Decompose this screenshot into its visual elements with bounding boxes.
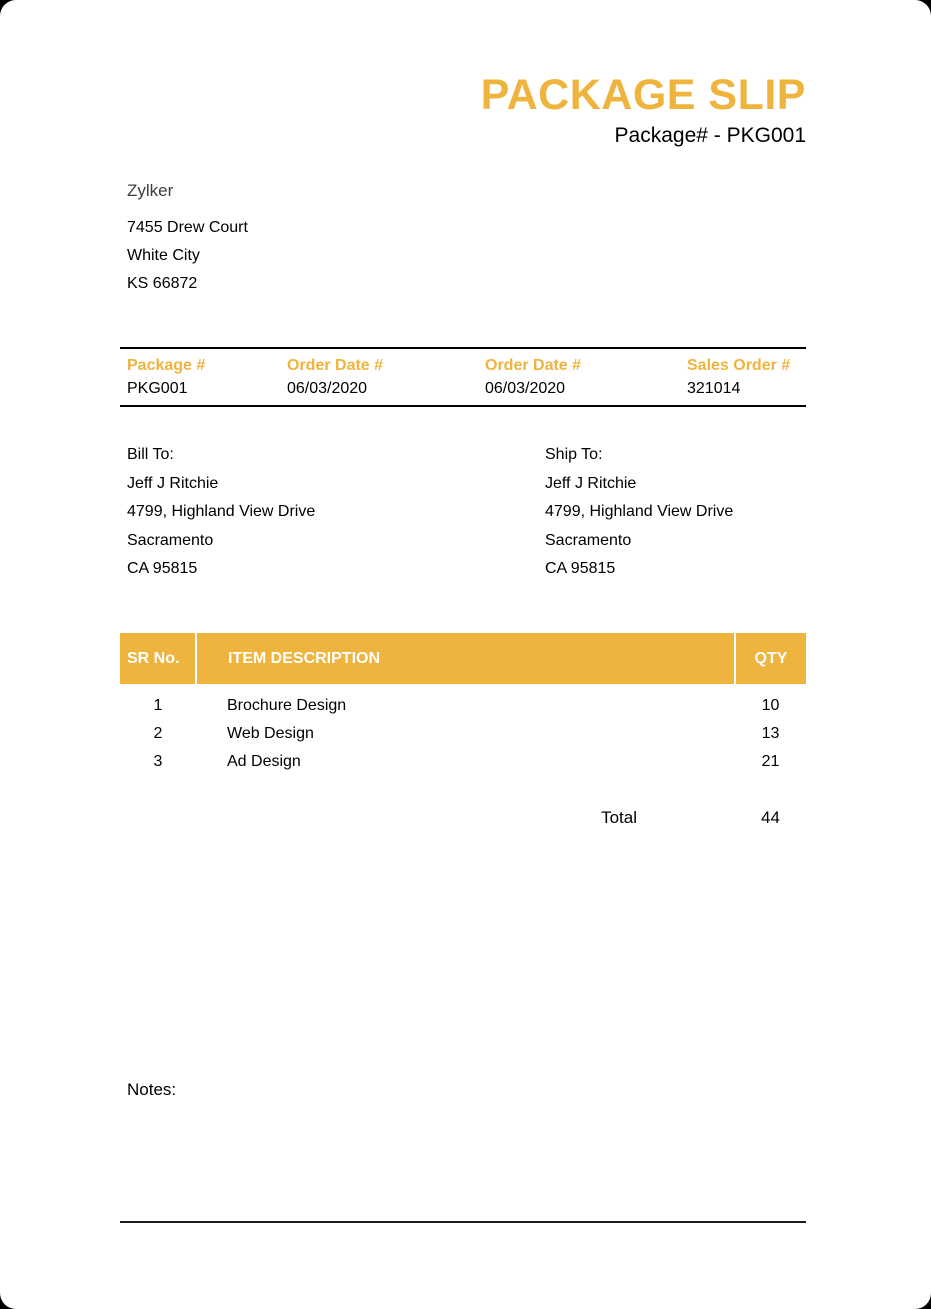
ship-to-line: Jeff J Ritchie [545, 474, 637, 492]
total-label: Total [601, 808, 637, 827]
meta-value-package: PKG001 [127, 380, 188, 397]
meta-value-sales-order: 321014 [687, 380, 741, 397]
item-sr-no: 2 [153, 725, 163, 742]
meta-value-order-date-1: 06/03/2020 [287, 380, 368, 397]
item-qty: 10 [761, 697, 780, 714]
ship-to-label: Ship To: [545, 446, 603, 463]
ship-to-line: Sacramento [545, 531, 632, 549]
table-spacer-row [120, 684, 806, 692]
notes-label: Notes: [127, 1080, 177, 1099]
meta-table [120, 347, 806, 407]
item-sr-no: 1 [153, 697, 163, 714]
table-row [120, 692, 806, 720]
total-qty-value: 44 [761, 808, 780, 827]
meta-value-row [120, 377, 806, 406]
ship-to-block [545, 441, 875, 584]
bill-to-line: CA 95815 [127, 560, 198, 577]
items-header-qty: QTY [735, 633, 806, 684]
items-header-row [120, 633, 806, 684]
company-address-line: White City [127, 247, 200, 264]
bill-to-label: Bill To: [127, 446, 174, 463]
package-number: Package# - PKG001 [614, 124, 806, 148]
meta-header-sales-order: Sales Order # [687, 357, 791, 374]
meta-value-order-date-2: 06/03/2020 [485, 380, 566, 397]
document-header [481, 72, 806, 148]
item-qty: 21 [761, 753, 780, 770]
bill-to-line: 4799, Highland View Drive [127, 503, 316, 520]
items-header-description: ITEM DESCRIPTION [196, 633, 735, 684]
bill-to-line: Jeff J Ritchie [127, 474, 219, 492]
ship-to-line: CA 95815 [545, 560, 616, 577]
meta-header-row [120, 348, 806, 377]
item-description: Web Design [227, 725, 314, 742]
item-description: Brochure Design [227, 697, 347, 714]
items-table [120, 633, 806, 776]
company-block [127, 181, 248, 298]
table-row [120, 748, 806, 776]
ship-to-line: 4799, Highland View Drive [545, 503, 734, 520]
meta-header-package: Package # [127, 357, 206, 374]
page-title: PACKAGE SLIP [480, 71, 806, 119]
meta-header-order-date-1: Order Date # [287, 357, 384, 374]
company-name: Zylker [127, 181, 174, 200]
company-address-line: KS 66872 [127, 275, 198, 292]
meta-header-order-date-2: Order Date # [485, 357, 582, 374]
table-row [120, 720, 806, 748]
footer-divider [120, 1221, 806, 1223]
company-address-line: 7455 Drew Court [127, 219, 248, 236]
item-sr-no: 3 [153, 753, 163, 770]
total-row [120, 803, 806, 832]
items-header-sr-no: SR No. [120, 633, 196, 684]
bill-to-block [127, 441, 457, 584]
item-qty: 13 [761, 725, 780, 742]
bill-to-line: Sacramento [127, 531, 214, 549]
item-description: Ad Design [227, 753, 301, 770]
